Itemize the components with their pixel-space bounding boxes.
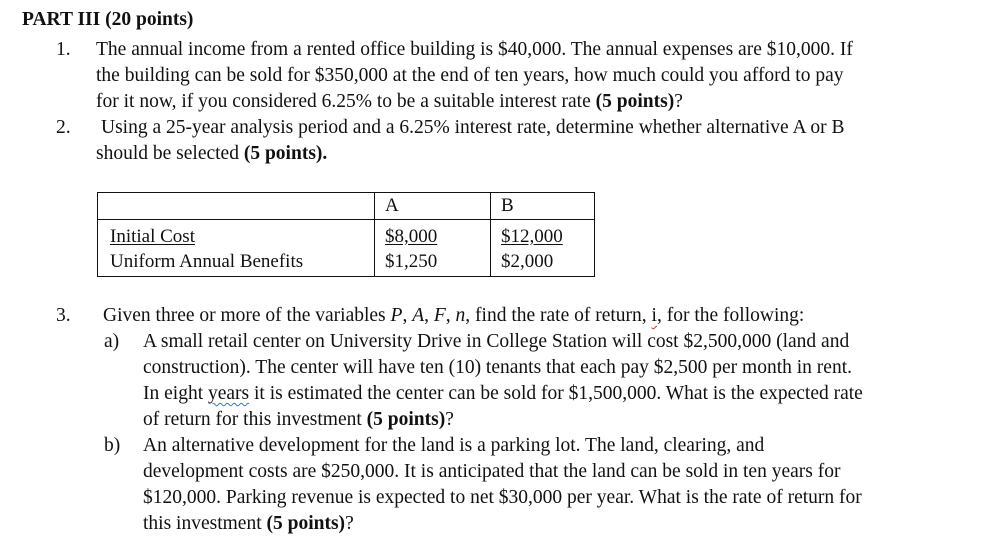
table-header-cell-b: B <box>491 193 595 220</box>
variable-n: n <box>455 305 466 326</box>
points-label: (5 points). <box>243 143 328 164</box>
table-column-a-values <box>375 220 491 277</box>
question-number: 3. <box>56 305 71 326</box>
variable-p: P <box>390 305 403 326</box>
question-text-line <box>143 409 454 431</box>
question-text-line: Given three or more of the variables P, A, F, n, find the rate of return, i, for the following: <box>103 305 805 326</box>
question-text-line <box>96 143 327 165</box>
question-text: it is estimated the center can be sold for $1,500,000. What is the expected rate <box>254 383 863 404</box>
punctuation: ? <box>445 409 454 430</box>
question-text-line: An alternative development for the land is a parking lot. The land, clearing, and <box>143 435 765 456</box>
question-number: 1. <box>56 39 71 60</box>
question-text: of return for this investment <box>143 409 362 430</box>
question-text: this investment <box>143 513 262 534</box>
question-text: should be selected <box>96 143 239 164</box>
question-text: find the rate of return, <box>475 305 647 326</box>
points-label: (5 points) <box>595 91 675 112</box>
question-text-line <box>143 513 354 535</box>
question-text-line <box>96 91 683 113</box>
subquestion-label: a) <box>104 331 120 352</box>
question-text-line: A small retail center on University Drive in College Station will cost $2,500,000 (land and <box>143 331 850 352</box>
subquestion-label: b) <box>104 435 121 456</box>
table-row-labels <box>98 220 375 277</box>
question-text-line: The annual income from a rented office building is $40,000. The annual expenses are $10,000. If <box>96 39 853 60</box>
variable-a: A <box>412 305 425 326</box>
cell-b-initial-cost: $12,000 <box>501 226 563 247</box>
question-text: Given three or more of the variables <box>103 305 386 326</box>
table-header-cell-a: A <box>375 193 491 220</box>
row-label-initial-cost: Initial Cost <box>110 226 195 247</box>
cell-a-annual-benefits: $1,250 <box>385 251 438 272</box>
spellcheck-word: years <box>207 383 250 404</box>
question-text-line: Using a 25-year analysis period and a 6.25% interest rate, determine whether alternative A or B <box>101 117 845 138</box>
question-text-line <box>143 383 863 405</box>
rate-symbol: i <box>651 305 657 326</box>
table-header-cell <box>98 193 375 220</box>
section-heading: PART III (20 points) <box>22 9 194 30</box>
points-label: (5 points) <box>266 513 346 534</box>
question-text: In eight <box>143 383 204 404</box>
question-text-line: $120,000. Parking revenue is expected to net $30,000 per year. What is the rate of return for <box>143 487 862 508</box>
variable-f: F <box>433 305 446 326</box>
question-text-line: the building can be sold for $350,000 at the end of ten years, how much could you afford to pay <box>96 65 844 86</box>
alternatives-table <box>97 192 595 277</box>
row-label-annual-benefits: Uniform Annual Benefits <box>110 251 304 272</box>
points-label: (5 points) <box>366 409 446 430</box>
cell-b-annual-benefits: $2,000 <box>501 251 554 272</box>
question-text: for the following: <box>666 305 805 326</box>
table-column-b-values <box>491 220 595 277</box>
question-number: 2. <box>56 117 71 138</box>
question-text: for it now, if you considered 6.25% to be a suitable interest rate <box>96 91 591 112</box>
question-text-line: construction). The center will have ten (10) tenants that each pay $2,500 per month in rent. <box>143 357 852 378</box>
table-header-row <box>98 193 595 220</box>
punctuation: ? <box>345 513 354 534</box>
cell-a-initial-cost: $8,000 <box>385 226 438 247</box>
question-text-line: development costs are $250,000. It is anticipated that the land can be sold in ten years for <box>143 461 841 482</box>
table-row <box>98 220 595 277</box>
punctuation: ? <box>674 91 683 112</box>
